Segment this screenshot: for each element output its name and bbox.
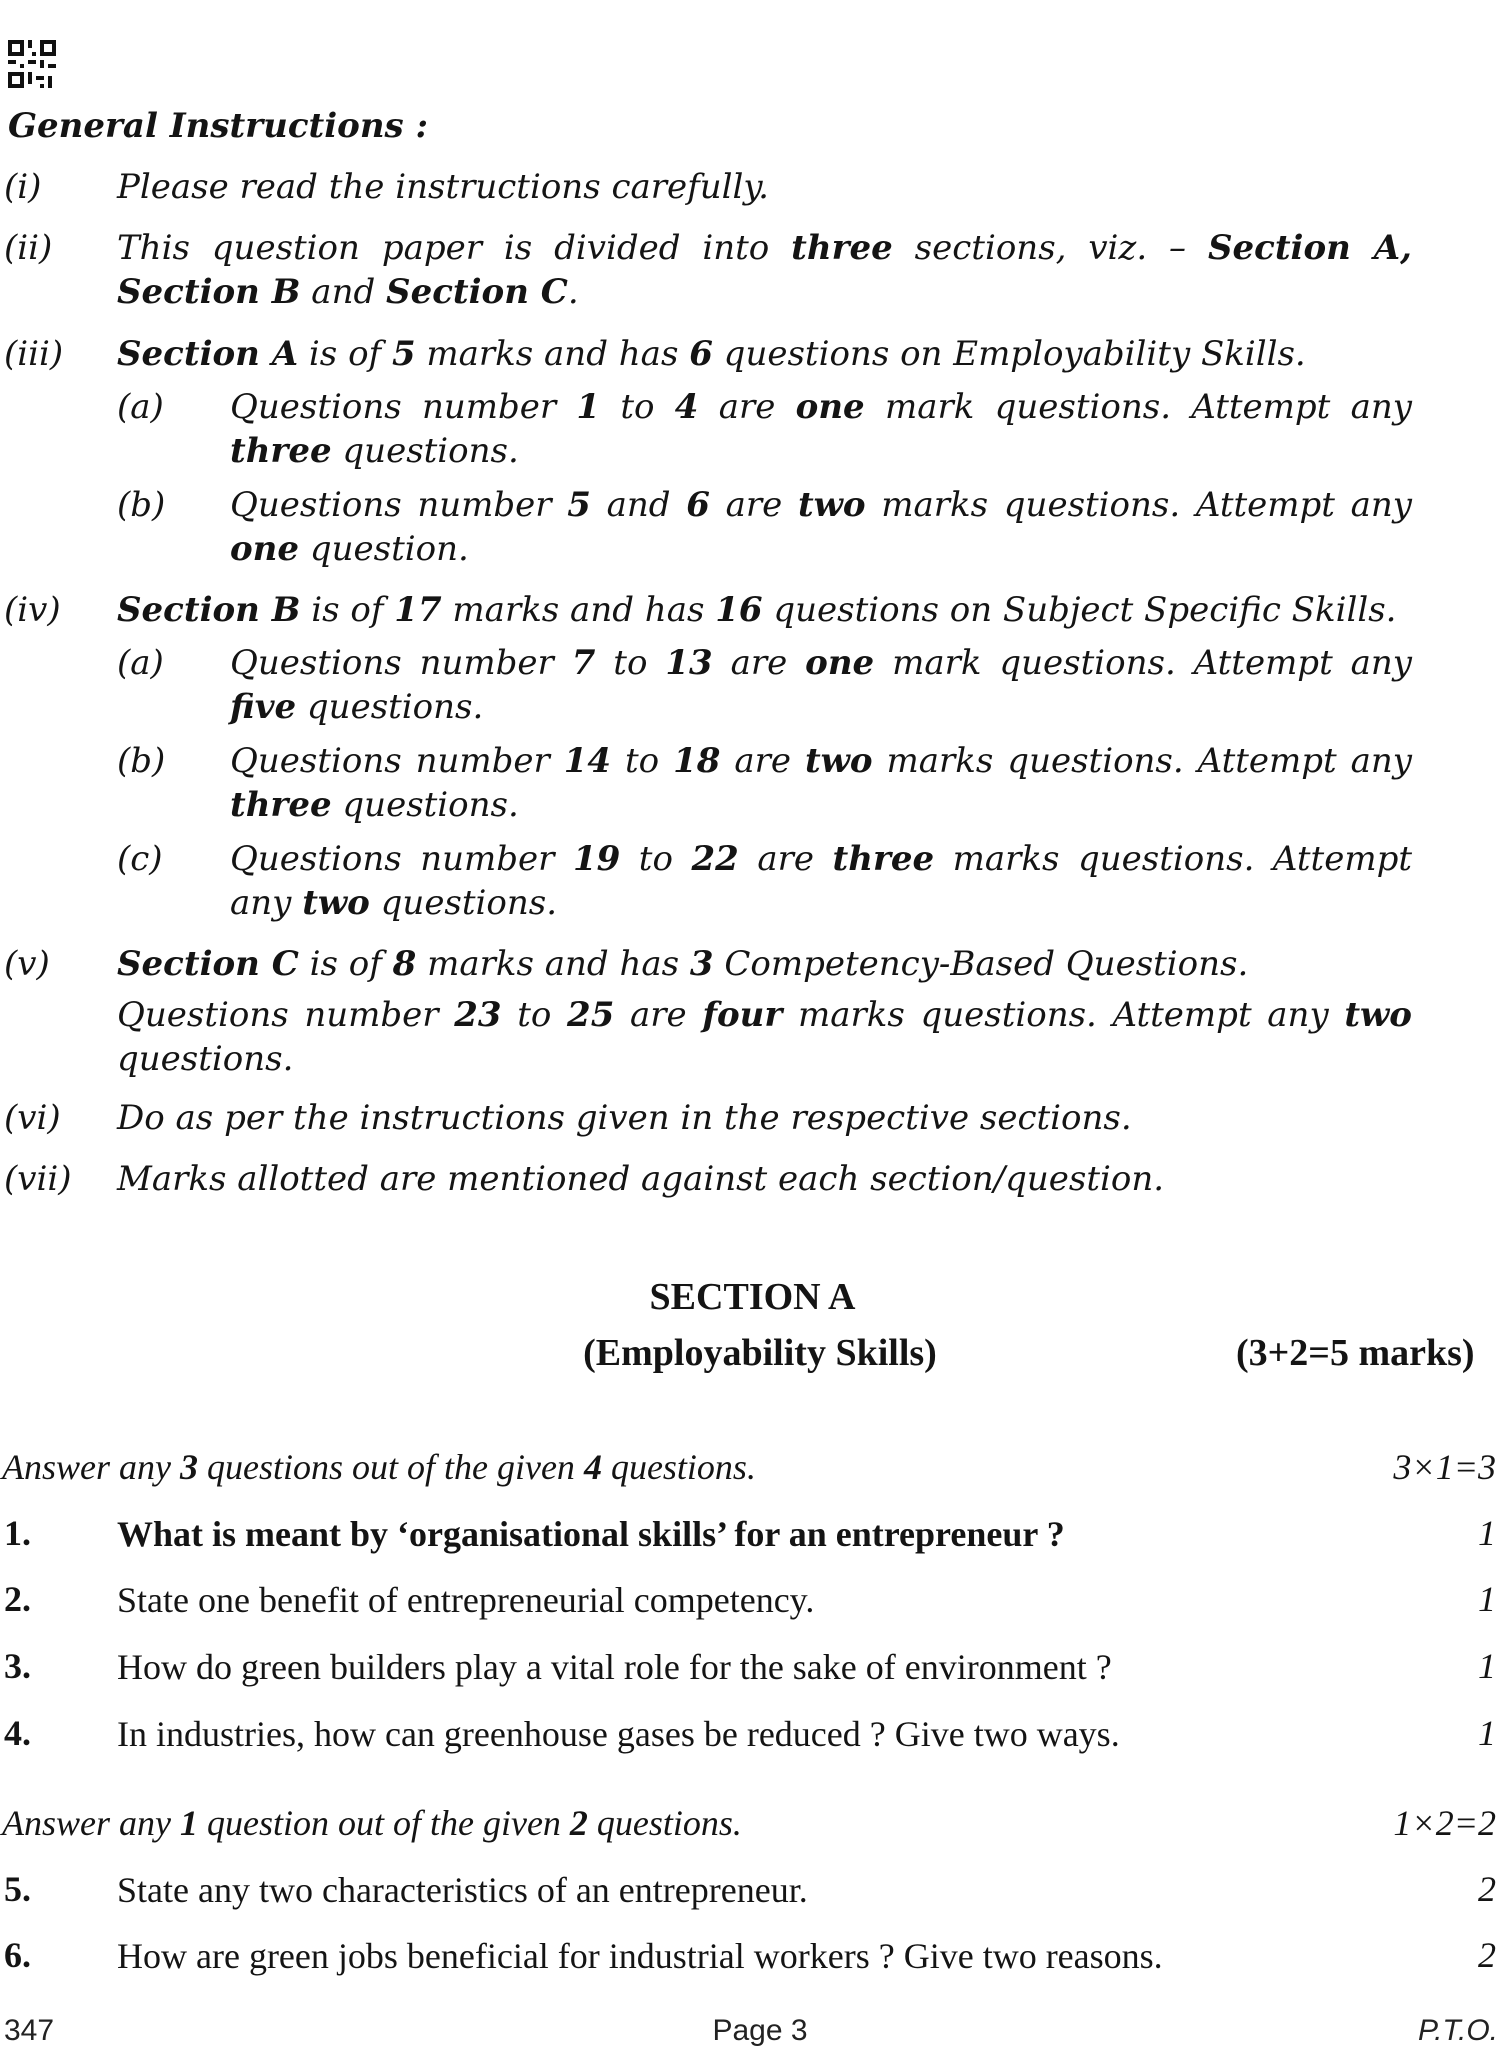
sub-instruction-number: (b) [117, 485, 166, 525]
question-text: How are green jobs beneficial for industrial workers ? Give two reasons. [117, 1936, 1163, 1976]
sub-instruction-text: Questions number 7 to 13 are one mark questions. Attempt any five questions. [230, 643, 1413, 727]
instruction-number: (ii) [4, 228, 53, 268]
question-number: 6. [4, 1935, 31, 1975]
question-text: State one benefit of entrepreneurial competency. [117, 1580, 815, 1620]
section-subtitle: (Employability Skills) [583, 1332, 937, 1374]
page-number: Page 3 [712, 2014, 808, 2047]
instruction-number: (iv) [4, 590, 61, 630]
sub-instruction-number: (a) [117, 643, 164, 683]
question-marks: 1 [1478, 1713, 1496, 1753]
sub-instruction-number: (a) [117, 387, 164, 427]
question-text: State any two characteristics of an entrepreneur. [117, 1870, 808, 1910]
general-instructions-heading: General Instructions : [8, 106, 429, 146]
question-marks: 1 [1478, 1513, 1496, 1553]
instruction-text: Please read the instructions carefully. [117, 167, 769, 207]
section-marks: (3+2=5 marks) [1236, 1332, 1475, 1374]
question-number: 4. [4, 1713, 31, 1753]
question-number: 5. [4, 1869, 31, 1909]
question-number: 3. [4, 1646, 31, 1686]
qr-code-icon [8, 40, 56, 88]
group-marks: 3×1=3 [1393, 1447, 1496, 1487]
question-marks: 1 [1478, 1646, 1496, 1686]
instruction-text: Section C is of 8 marks and has 3 Competency-Based Questions. [117, 944, 1249, 984]
question-number: 2. [4, 1579, 31, 1619]
sub-instruction-text: Questions number 14 to 18 are two marks questions. Attempt any three questions. [230, 741, 1413, 825]
sub-instruction-text: Questions number 19 to 22 are three marks questions. Attempt any two questions. [230, 839, 1413, 923]
question-text: How do green builders play a vital role for the sake of environment ? [117, 1647, 1112, 1687]
instruction-text: Section A is of 5 marks and has 6 questions on Employability Skills. [117, 334, 1306, 374]
instruction-text: Marks allotted are mentioned against each section/question. [117, 1159, 1165, 1199]
section-title: SECTION A [649, 1276, 856, 1318]
group-instruction: Answer any 1 question out of the given 2 questions. [2, 1803, 742, 1843]
group-marks: 1×2=2 [1393, 1803, 1496, 1843]
paper-code: 347 [4, 2014, 55, 2047]
instruction-number: (v) [4, 944, 50, 984]
question-marks: 2 [1478, 1869, 1496, 1909]
instruction-text: Questions number 23 to 25 are four marks questions. Attempt any two questions. [117, 995, 1412, 1079]
question-marks: 1 [1478, 1579, 1496, 1619]
question-text: What is meant by ‘organisational skills’ for an entrepreneur ? [117, 1514, 1065, 1554]
pto-label: P.T.O. [1417, 2014, 1498, 2047]
question-number: 1. [4, 1513, 31, 1553]
instruction-text: This question paper is divided into three sections, viz. – Section A, Section B and Section C. [117, 228, 1412, 312]
sub-instruction-number: (c) [117, 839, 163, 879]
question-text: In industries, how can greenhouse gases be reduced ? Give two ways. [117, 1714, 1120, 1754]
instruction-text: Section B is of 17 marks and has 16 questions on Subject Specific Skills. [117, 590, 1397, 630]
instruction-number: (iii) [4, 334, 64, 374]
sub-instruction-number: (b) [117, 741, 166, 781]
group-instruction: Answer any 3 questions out of the given 4 questions. [2, 1447, 756, 1487]
instruction-number: (vii) [4, 1159, 72, 1199]
instruction-number: (vi) [4, 1098, 61, 1138]
question-marks: 2 [1478, 1935, 1496, 1975]
instruction-text: Do as per the instructions given in the respective sections. [117, 1098, 1132, 1138]
sub-instruction-text: Questions number 5 and 6 are two marks questions. Attempt any one question. [230, 485, 1412, 569]
instruction-number: (i) [4, 167, 42, 207]
sub-instruction-text: Questions number 1 to 4 are one mark questions. Attempt any three questions. [230, 387, 1412, 471]
